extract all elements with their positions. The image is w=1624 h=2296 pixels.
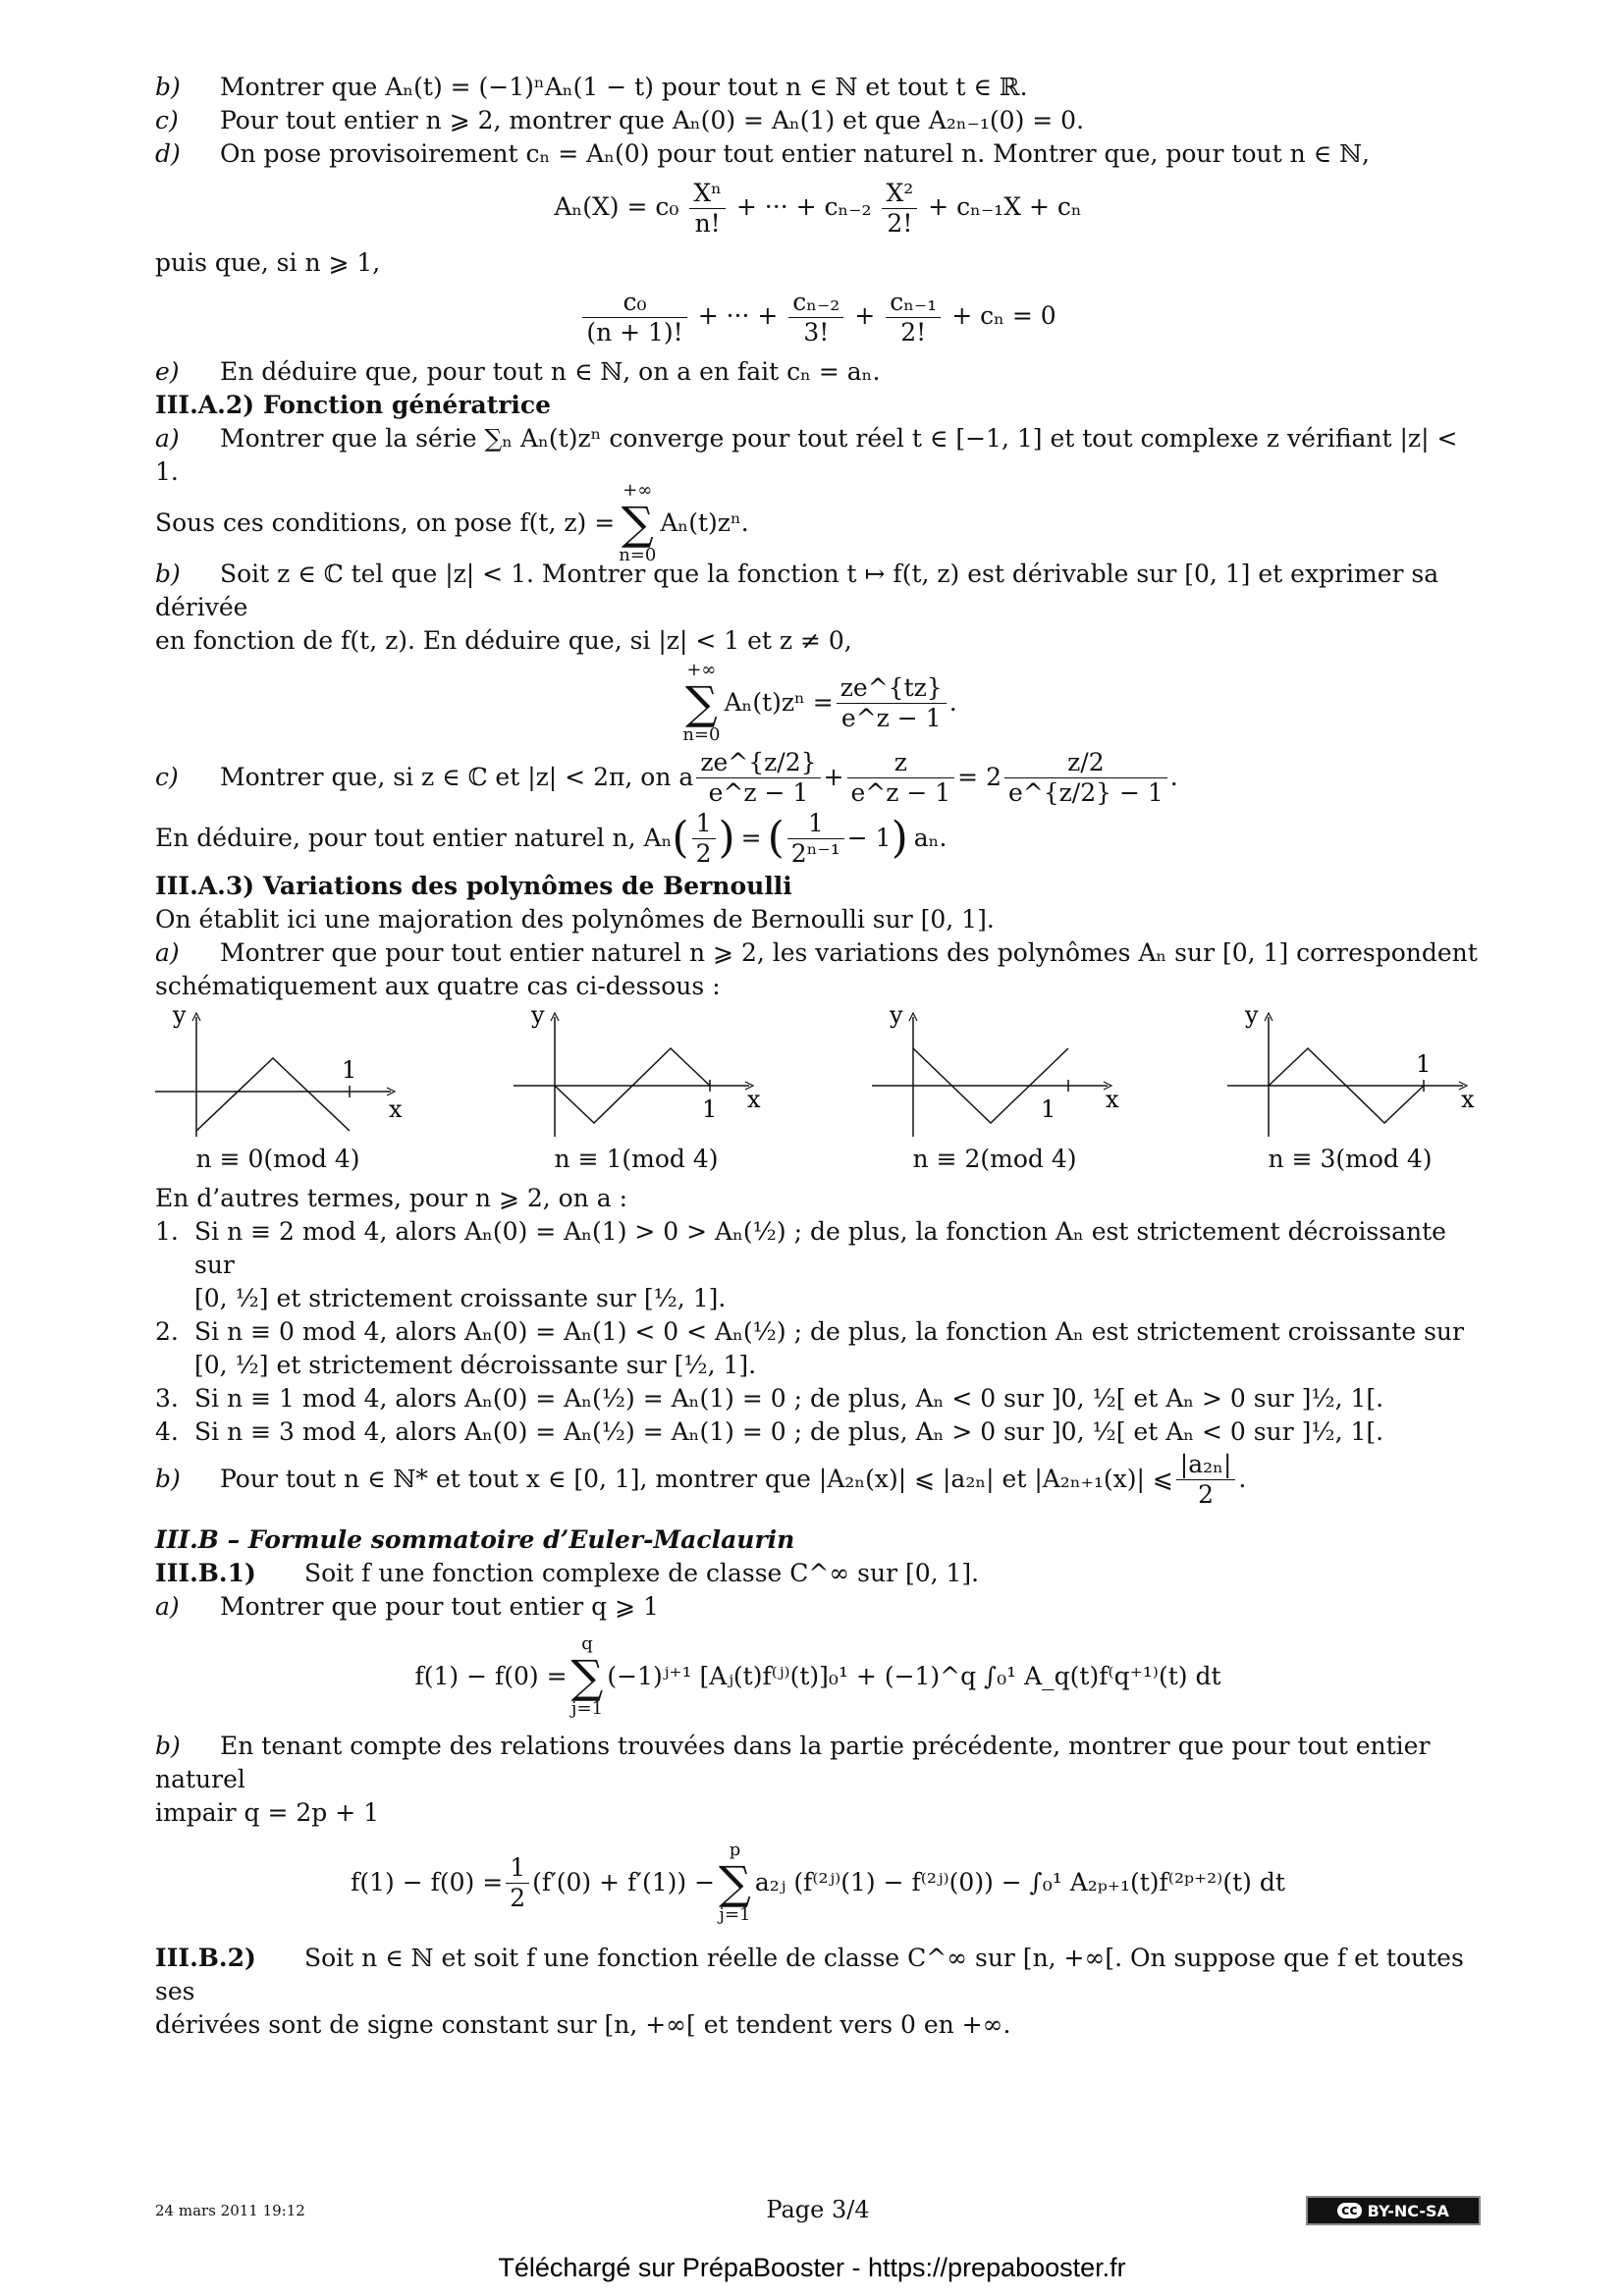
c-frac2 (847, 748, 955, 808)
a3-question-b (155, 1449, 1481, 1510)
eq4-left: f(1) − f(0) = (414, 1662, 568, 1690)
eq3-sum (682, 661, 720, 745)
curve (196, 1058, 350, 1131)
item-text: Si n ≡ 1 mod 4, alors Aₙ(0) = Aₙ(½) = Aₙ(1) = 0 ; de plus, Aₙ < 0 sur ]0, ½[ et Aₙ > 0 sur ]½, 1[. (194, 1384, 1384, 1413)
cases-list (155, 1215, 1481, 1449)
x-label: x (747, 1086, 761, 1113)
section-title-a2: III.A.2) Fonction génératrice (155, 391, 552, 419)
eq1-f2-den: 2! (887, 209, 913, 238)
b2-text-cont: dérivées sont de signe constant sur [n, +∞[ et tendent vers 0 en +∞. (155, 2010, 1011, 2039)
b1-text-a: Montrer que pour tout entier q ⩾ 1 (220, 1592, 659, 1621)
c-plus: + (823, 763, 844, 791)
list-item-cont: [0, ½] et strictement décroissante sur [½, 1]. (194, 1351, 757, 1379)
sigma-symbol: ∑ (621, 497, 654, 550)
eq2-right: + cₙ = 0 (951, 301, 1056, 330)
a2-text-b: Soit z ∈ ℂ tel que |z| < 1. Montrer que la fonction t ↦ f(t, z) est dérivable sur [0, 1] et exprimer sa dérivée (155, 560, 1439, 621)
eq5-half-den: 2 (510, 1883, 526, 1912)
a3-question-a (155, 936, 1481, 970)
text-c: Pour tout entier n ⩾ 2, montrer que Aₙ(0) = Aₙ(1) et que A₂ₙ₋₁(0) = 0. (220, 106, 1085, 134)
eq2-frac3 (886, 288, 941, 347)
question-d (155, 137, 1481, 171)
license-badge[interactable] (1306, 2196, 1481, 2225)
eq3-frac (837, 673, 947, 733)
c-f2-den: e^z − 1 (850, 777, 951, 807)
section-title-a3: III.A.3) Variations des polynômes de Bernoulli (155, 872, 792, 900)
label-e: e) (155, 357, 180, 386)
b-den: 2 (1198, 1479, 1215, 1509)
b1-question-b-cont: impair q = 2p + 1 (155, 1798, 380, 1827)
eq3-den: e^z − 1 (840, 703, 942, 732)
a2-sous-end: Aₙ(t)zⁿ. (660, 508, 749, 537)
text-d: On pose provisoirement cₙ = Aₙ(0) pour tout entier naturel n. Montrer que, pour tout n ∈ ℕ, (220, 139, 1370, 168)
caption-mod1: n ≡ 1(mod 4) (554, 1145, 719, 1173)
equation-euler-1 (155, 1631, 1481, 1722)
c-frac1 (696, 748, 820, 808)
eq3-left: Aₙ(t)zⁿ = (724, 688, 834, 717)
label-d: d) (155, 139, 181, 168)
eq5-body: a₂ⱼ (f⁽²ʲ⁾(1) − f⁽²ʲ⁾(0)) − ∫₀¹ A₂ₚ₊₁(t)f⁽²ᵖ⁺²⁾(t) dt (754, 1868, 1285, 1896)
list-item (155, 1315, 1481, 1349)
ded-frac2 (787, 809, 844, 869)
b2-heading (155, 1942, 1481, 2008)
eq4-sum-bot: j=1 (570, 1698, 604, 1719)
b1-text-b: En tenant compte des relations trouvées dans la partie précédente, montrer que pour tout entier naturel (155, 1732, 1431, 1793)
c-f1-num: ze^{z/2} (696, 748, 820, 778)
eq2-f3-num: cₙ₋₁ (886, 288, 941, 318)
eq3-sum-top: +∞ (686, 660, 717, 680)
a2-label-b: b) (155, 560, 181, 588)
a3-label-b: b) (155, 1465, 181, 1493)
c-f3-num: z/2 (1004, 748, 1167, 778)
eq2-mid: + ··· + (697, 301, 779, 330)
equation-cn (155, 288, 1481, 347)
graph-mod2 (872, 1007, 1127, 1140)
equation-euler-2 (155, 1838, 1481, 1928)
b1-heading (155, 1557, 1481, 1590)
eq2-f2-den: 3! (803, 318, 830, 347)
b1-title: III.B.1) (155, 1559, 256, 1587)
caption-mod0: n ≡ 0(mod 4) (195, 1145, 360, 1173)
c-eq: = 2 (957, 763, 1001, 791)
item-num: 4. (155, 1417, 179, 1446)
c-end: . (1169, 763, 1178, 791)
puis-text: puis que, si n ⩾ 1, (155, 248, 381, 277)
footer-date: 24 mars 2011 19:12 (155, 2202, 305, 2219)
b-end: . (1238, 1465, 1247, 1493)
eq2-plus: + (854, 301, 876, 330)
label-b: b) (155, 73, 181, 101)
b2-text: Soit n ∈ ℕ et soit f une fonction réelle de classe C^∞ sur [n, +∞[. On suppose que f et toutes ses (155, 1944, 1464, 2005)
question-e (155, 355, 1481, 389)
eq1-frac2 (882, 179, 917, 239)
ded-f1-den: 2 (695, 838, 712, 868)
graph-mod1 (514, 1007, 769, 1140)
eq5-sum-bot: j=1 (719, 1904, 751, 1925)
eq3-end: . (948, 688, 957, 717)
x-label: x (1106, 1086, 1119, 1113)
question-b (155, 71, 1481, 104)
eq2-frac1 (582, 288, 686, 347)
eq1-f2-num: X² (882, 179, 917, 209)
page-number: Page 3/4 (766, 2196, 870, 2223)
a2-question-c (155, 748, 1481, 807)
graph-mod0 (155, 1007, 410, 1140)
a2-deduce (155, 807, 1481, 870)
list-item (155, 1415, 1481, 1449)
left-paren: ( (672, 813, 689, 863)
a2-question-b-cont: en fonction de f(t, z). En déduire que, si |z| < 1 et z ≠ 0, (155, 626, 852, 655)
eq5-sum-top: p (729, 1840, 741, 1860)
question-c (155, 104, 1481, 137)
text-e: En déduire que, pour tout n ∈ ℕ, on a en fait cₙ = aₙ. (220, 357, 881, 386)
caption-mod3: n ≡ 3(mod 4) (1268, 1145, 1433, 1173)
ded-minus: − 1 (846, 824, 892, 852)
b-num: |a₂ₙ| (1176, 1450, 1236, 1480)
c-f2-num: z (847, 748, 955, 778)
b1-label-b: b) (155, 1732, 181, 1760)
a2-question-a (155, 422, 1481, 489)
b1-question-b (155, 1730, 1481, 1796)
b1-label-a: a) (155, 1592, 180, 1621)
a2-sum (619, 481, 656, 565)
a3-question-a-cont: schématiquement aux quatre cas ci-dessous : (155, 972, 721, 1000)
variation-graphs (155, 1007, 1481, 1182)
download-notice[interactable]: Téléchargé sur PrépaBooster - https://prepabooster.fr (498, 2253, 1126, 2282)
sigma-symbol: ∑ (684, 676, 718, 729)
a3-others: En d’autres termes, pour n ⩾ 2, on a : (155, 1184, 628, 1212)
ded-f1-num: 1 (692, 809, 716, 839)
eq5-half (506, 1853, 529, 1913)
a2-text-a: Montrer que la série ∑ₙ Aₙ(t)zⁿ converge pour tout réel t ∈ [−1, 1] et tout complexe z vérifiant |z| < 1. (155, 424, 1458, 486)
list-item-cont: [0, ½] et strictement croissante sur [½, 1]. (194, 1284, 727, 1312)
eq3-num: ze^{tz} (837, 673, 947, 704)
eq5-mid: (f′(0) + f′(1)) − (532, 1868, 716, 1896)
eq1-frac1 (689, 179, 726, 239)
a2-sum-bot: n=0 (619, 545, 657, 565)
b1-text: Soit f une fonction complexe de classe C^∞ sur [0, 1]. (304, 1559, 980, 1587)
one-label: 1 (1416, 1050, 1432, 1078)
ded-f2-num: 1 (787, 809, 844, 839)
eq5-left: f(1) − f(0) = (351, 1868, 504, 1896)
eq2-f2-num: cₙ₋₂ (788, 288, 843, 318)
eq5-sum (719, 1841, 751, 1925)
eq4-body: (−1)ʲ⁺¹ [Aⱼ(t)f⁽ʲ⁾(t)]₀¹ + (−1)^q ∫₀¹ A_q(t)f⁽q⁺¹⁾(t) dt (607, 1662, 1221, 1690)
eq2-f1-num: c₀ (582, 288, 686, 318)
item-text: Si n ≡ 3 mod 4, alors Aₙ(0) = Aₙ(½) = Aₙ(1) = 0 ; de plus, Aₙ > 0 sur ]0, ½[ et Aₙ < 0 sur ]½, 1[. (194, 1417, 1384, 1446)
item-text: Si n ≡ 2 mod 4, alors Aₙ(0) = Aₙ(1) > 0 > Aₙ(½) ; de plus, la fonction Aₙ est strictement décroissante sur (194, 1217, 1446, 1279)
b2-title: III.B.2) (155, 1944, 256, 1972)
a2-text-c: Montrer que, si z ∈ ℂ et |z| < 2π, on a (220, 763, 694, 791)
y-label: y (173, 1007, 187, 1029)
list-item (155, 1382, 1481, 1415)
item-num: 2. (155, 1317, 179, 1346)
one-label: 1 (702, 1095, 718, 1123)
y-label: y (531, 1007, 545, 1029)
c-f3-den: e^{z/2} − 1 (1007, 777, 1164, 807)
equation-generating (155, 660, 1481, 745)
a3-text-b: Pour tout n ∈ ℕ* et tout x ∈ [0, 1], montrer que |A₂ₙ(x)| ⩽ |a₂ₙ| et |A₂ₙ₊₁(x)| ⩽ (220, 1465, 1173, 1493)
a3-intro: On établit ici une majoration des polynômes de Bernoulli sur [0, 1]. (155, 905, 995, 934)
eq1-right: + cₙ₋₁X + cₙ (928, 192, 1082, 221)
y-label: y (890, 1007, 903, 1029)
item-num: 1. (155, 1217, 179, 1246)
eq1-left: Aₙ(X) = c₀ (554, 192, 679, 221)
c-frac3 (1004, 748, 1167, 808)
eq2-f1-den: (n + 1)! (586, 318, 683, 347)
eq5-half-num: 1 (506, 1853, 529, 1884)
b1-question-a (155, 1590, 1481, 1624)
y-label: y (1245, 1007, 1259, 1029)
x-label: x (389, 1095, 403, 1123)
eq1-f1-den: n! (694, 209, 721, 238)
caption-mod2: n ≡ 2(mod 4) (912, 1145, 1077, 1173)
ded-end: aₙ. (913, 824, 947, 852)
a2-definition (155, 480, 1481, 565)
eq2-frac2 (788, 288, 843, 347)
eq4-sum (571, 1634, 604, 1719)
ded-frac1 (692, 809, 716, 869)
eq2-f3-den: 2! (900, 318, 927, 347)
puis-que (155, 246, 1481, 280)
a2-question-b (155, 558, 1481, 624)
a2-label-c: c) (155, 763, 179, 791)
left-paren: ( (767, 813, 785, 863)
equation-An (155, 179, 1481, 239)
cc-icon: cc (1337, 2203, 1362, 2218)
list-item (155, 1215, 1481, 1282)
one-label: 1 (1041, 1095, 1056, 1123)
ded-f2-den: 2ⁿ⁻¹ (790, 838, 840, 868)
a2-sous-text: Sous ces conditions, on pose f(t, z) = (155, 508, 616, 537)
a2-sum-top: +∞ (623, 480, 653, 501)
one-label: 1 (342, 1056, 357, 1084)
b-frac (1176, 1450, 1236, 1510)
a2-label-a: a) (155, 424, 180, 453)
ded-text: En déduire, pour tout entier naturel n, Aₙ (155, 824, 673, 852)
section-title-b: III.B – Formule sommatoire d’Euler-Maclaurin (155, 1525, 795, 1554)
eq4-sum-top: q (581, 1633, 593, 1654)
label-c: c) (155, 106, 179, 134)
ded-eq: = (740, 824, 762, 852)
eq1-mid: + ··· + cₙ₋₂ (735, 192, 872, 221)
page-content (155, 71, 1481, 2042)
eq1-f1-num: Xⁿ (689, 179, 726, 209)
sigma-symbol: ∑ (719, 1856, 751, 1909)
sigma-symbol: ∑ (570, 1650, 604, 1703)
text-b: Montrer que Aₙ(t) = (−1)ⁿAₙ(1 − t) pour tout n ∈ ℕ et tout t ∈ ℝ. (220, 73, 1028, 101)
x-label: x (1461, 1086, 1475, 1113)
eq3-sum-bot: n=0 (682, 724, 721, 745)
item-text: Si n ≡ 0 mod 4, alors Aₙ(0) = Aₙ(1) < 0 < Aₙ(½) ; de plus, la fonction Aₙ est strictement croissante sur (194, 1317, 1464, 1346)
right-paren: ) (891, 813, 908, 863)
graph-mod3 (1227, 1007, 1481, 1140)
license-text: BY-NC-SA (1367, 2201, 1449, 2220)
a3-label-a: a) (155, 938, 180, 967)
a3-text-a: Montrer que pour tout entier naturel n ⩾ 2, les variations des polynômes Aₙ sur [0, 1] correspondent (220, 938, 1478, 967)
item-num: 3. (155, 1384, 179, 1413)
right-paren: ) (718, 813, 735, 863)
c-f1-den: e^z − 1 (708, 777, 809, 807)
